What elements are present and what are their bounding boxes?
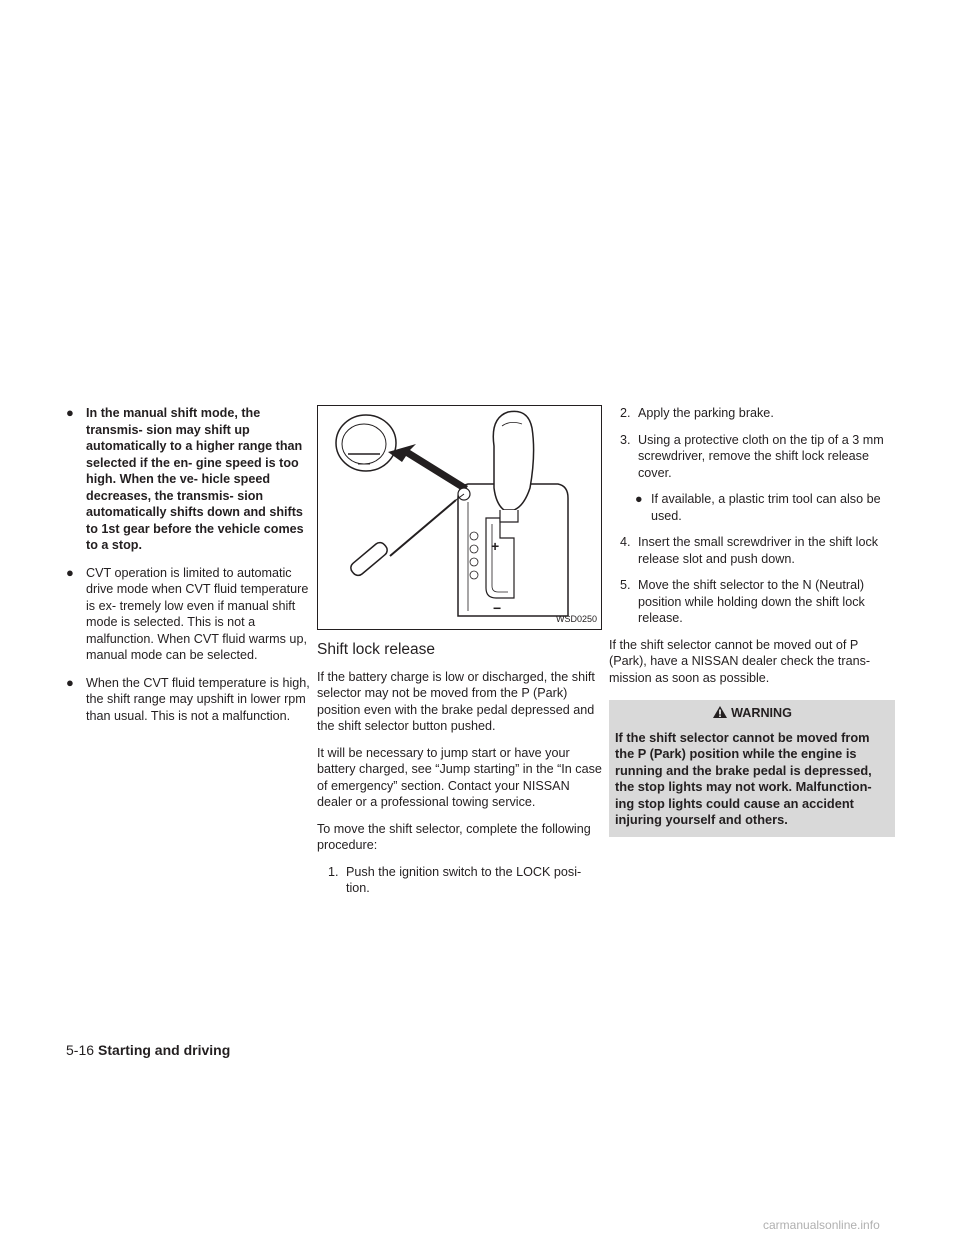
step-text: Insert the small screwdriver in the shift lock release slot and push down. [638,535,879,566]
sub-bullet-item [609,491,895,524]
procedure-step [317,864,602,897]
step-text: Move the shift selector to the N (Neutral) position while holding down the shift lock release. [638,578,865,625]
bullet-item [66,405,310,554]
bullet-text: When the CVT fluid temperature is high, the shift range may upshift in lower rpm than usual. This is not a malfunction. [86,675,310,723]
shift-selector-illustration [318,406,601,629]
step-number: 5. [620,578,631,592]
step-number: 1. [328,864,339,879]
warning-triangle-icon [712,705,728,724]
bullet-icon: ● [635,492,643,506]
step-number: 3. [620,432,631,447]
paragraph: It will be necessary to jump start or have your battery charged, see “Jump starting” in the “In case of emergency” section. Contact your NISSAN dealer or a professional towing service. [317,745,602,809]
bullet-text: CVT operation is limited to automatic drive mode when CVT fluid temperature is ex- tremely low even if manual shift mode is selected. This is not a malfunction. When CVT fluid warms up, manual mode can be selected. [86,565,309,662]
warning-header [615,705,889,724]
paragraph: To move the shift selector, complete the following procedure: [317,821,591,852]
bullet-item [66,675,310,725]
step-text: Apply the parking brake. [638,406,774,420]
page-number: 5-16 [66,1042,95,1058]
sub-bullet-text: If available, a plastic trim tool can also be used. [651,492,881,523]
step-number: 4. [620,535,631,549]
bullet-item [66,565,310,664]
procedure-step [609,432,895,482]
right-column [609,405,895,837]
warning-body: If the shift selector cannot be moved from the P (Park) position while the engine is running and the brake pedal is depressed, the stop lights may not work. Malfunction- ing stop lights could cause an accident injuring yourself and others. [615,729,872,827]
warning-box [609,700,895,837]
procedure-step [609,405,895,422]
footer-section-title: Starting and driving [98,1042,231,1058]
bullet-icon: ● [66,405,74,420]
bullet-icon: ● [66,674,74,690]
step-text: Using a protective cloth on the tip of a 3 mm screwdriver, remove the shift lock release cover. [638,432,884,480]
bullet-icon: ● [66,564,74,580]
minus-label: − [493,600,502,616]
figure-code: WSD0250 [555,613,597,624]
middle-column [317,405,602,907]
paragraph: If the battery charge is low or discharged, the shift selector may not be moved from the P (Park) position even with the brake pedal depressed and the shift selector button pushed. [317,669,595,733]
section-title: Shift lock release [317,641,436,658]
procedure-step [609,577,895,627]
left-column [66,405,310,735]
step-text: Push the ignition switch to the LOCK posi- tion. [346,864,582,895]
shift-lock-figure [317,405,602,630]
paragraph: If the shift selector cannot be moved out of P (Park), have a NISSAN dealer check the trans- mission as soon as possible. [609,637,871,685]
warning-title: WARNING [731,706,792,720]
page-footer [66,1042,230,1058]
watermark: carmanualsonline.info [763,1218,880,1232]
bullet-text: In the manual shift mode, the transmis- sion may shift up automatically to a higher range than selected if the en- gine speed is too high. When the ve- hicle speed decreases, the transmis- sion automatically shifts down and shifts to 1st gear before the vehicle comes to a stop. [86,406,304,552]
step-number: 2. [620,406,631,420]
plus-label: + [491,538,500,554]
procedure-step [609,534,895,567]
